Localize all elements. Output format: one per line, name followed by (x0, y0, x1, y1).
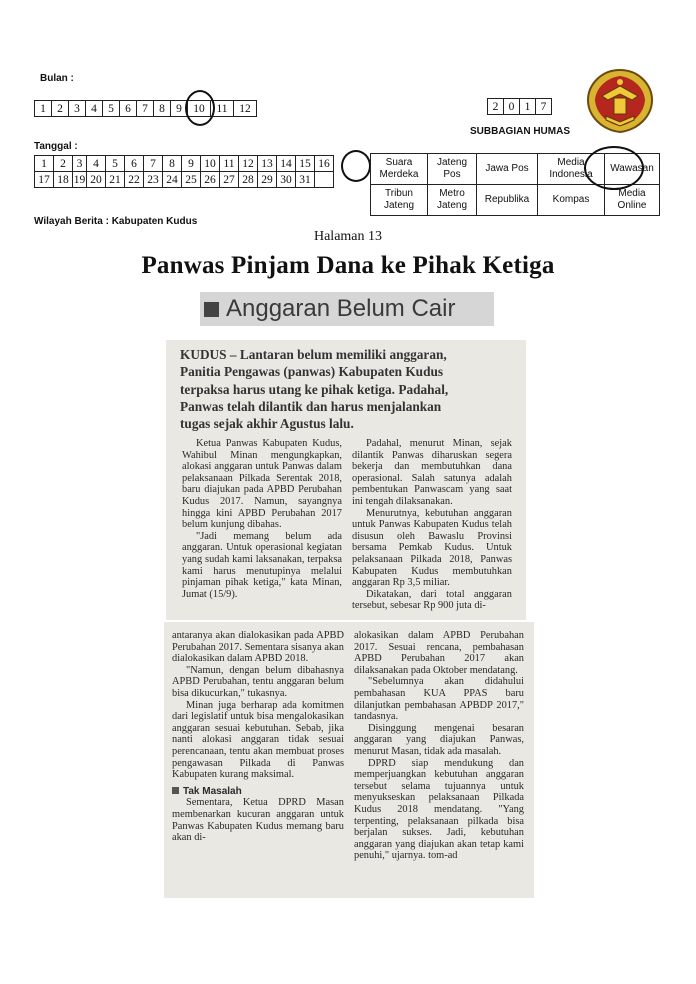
paragraph: Dikatakan, dari total anggaran tersebut, sebesar Rp 900 juta di- (352, 588, 512, 612)
date-cell: 1 (35, 156, 54, 172)
date-cell: 20 (87, 172, 106, 188)
lead-line: Panitia Pengawas (panwas) Kabupaten Kudus (180, 364, 444, 380)
media-cell: Jateng Pos (428, 154, 477, 185)
date-cell: 31 (296, 172, 315, 188)
paragraph: "Sebelumnya akan didahului pembahasan KUA PPAS baru dilanjutkan pembahasan APBDP 2017," tandasnya. (354, 676, 524, 723)
page-number: Halaman 13 (313, 229, 383, 244)
date-cell: 26 (201, 172, 220, 188)
month-cell: 6 (120, 101, 137, 117)
subheading (172, 786, 344, 798)
month-cell: 8 (154, 101, 171, 117)
date-cell: 22 (125, 172, 144, 188)
media-cell: Metro Jateng (428, 185, 477, 216)
date-cell: 10 (201, 156, 220, 172)
year-digit-cell: 1 (520, 99, 536, 115)
month-cell: 2 (52, 101, 69, 117)
date-cell: 27 (220, 172, 239, 188)
year-table (487, 98, 552, 115)
paragraph: Padahal, menurut Minan, sejak dilantik Panwas diharuskan segera bekerja dan membutuhkan dana operasional. Salah satunya adalah pembentukan Panwascam yang saat ini tengah dilaksanakan. (352, 438, 512, 507)
paragraph: Minan juga berharap ada komitmen dari legislatif untuk bisa mengalokasikan anggaran sesuai kebutuhan. Sebab, jika nanti alokasi anggaran tidak sesuai perencanaan, tentu akan membuat proses pengawasan Pilkada di Panwas Kabupaten kurang maksimal. (172, 699, 344, 781)
month-cell: 5 (103, 101, 120, 117)
tanggal-label: Tanggal : (34, 141, 78, 152)
paragraph: Sementara, Ketua DPRD Masan membenarkan kucuran anggaran untuk Panwas Kabupaten Kudus memang baru akan di- (172, 797, 344, 844)
media-cell: Tribun Jateng (371, 185, 428, 216)
media-cell: Wawasan (605, 154, 660, 185)
media-cell: Jawa Pos (477, 154, 538, 185)
date-cell: 5 (106, 156, 125, 172)
banner-square-icon (204, 302, 219, 317)
column-top-right (352, 438, 512, 612)
media-cell: Republika (477, 185, 538, 216)
date-cell: 19 (73, 173, 86, 186)
month-cell: 10 (188, 101, 211, 117)
paragraph: antaranya akan dialokasikan pada APBD Perubahan 2017. Sementara sisanya akan dialokasikan dalam APBD 2018. (172, 630, 344, 665)
date-cell: 17 (35, 172, 54, 188)
month-cell: 7 (137, 101, 154, 117)
bulan-label: Bulan : (40, 73, 74, 84)
paragraph: "Namun, dengan belum dibahasnya APBD Perubahan, tentu anggaran belum bisa dikucurkan," tukasnya. (172, 664, 344, 699)
clipping-bottom (164, 622, 534, 898)
month-cell: 12 (234, 101, 257, 117)
clipping-top (166, 340, 526, 620)
lead-line: KUDUS – Lantaran belum memiliki anggaran, (180, 347, 447, 362)
month-cell: 3 (69, 101, 86, 117)
date-cell: 16 (315, 156, 334, 172)
subheading-square-icon (172, 787, 179, 794)
date-table (34, 155, 334, 188)
media-cell: Media Online (605, 185, 660, 216)
month-cell: 11 (211, 101, 234, 117)
media-cell: Suara Merdeka (371, 154, 428, 185)
date-cell: 4 (87, 156, 106, 172)
date-cell: 12 (239, 156, 258, 172)
paragraph: Disinggung mengenai besaran anggaran yang diajukan Panwas, menurut Masan, tidak ada masalah. (354, 722, 524, 757)
date-cell: 15 (296, 156, 315, 172)
month-cell: 9 (171, 101, 188, 117)
subheading-text: Tak Masalah (183, 785, 242, 797)
paragraph: alokasikan dalam APBD Perubahan 2017. Sesuai rencana, pembahasan APBD Perubahan 2017 akan dilaksanakan pada Oktober mendatang. (354, 630, 524, 676)
selected-month-circle (185, 90, 215, 126)
date-cell: 28 (239, 172, 258, 188)
section-banner (200, 292, 494, 326)
date-cell: 18 (54, 172, 73, 188)
date-cell: 13 (258, 156, 277, 172)
date-cell: 9 (182, 156, 201, 172)
selected-date-circle (341, 150, 371, 182)
paragraph: "Jadi memang belum ada anggaran. Untuk operasional kegiatan yang sudah kami laksanakan, terpaksa kami harus menutupinya melalui pinjaman pihak ketiga," kata Minan, Jumat (15/9). (182, 530, 342, 600)
date-cell: 6 (125, 156, 144, 172)
media-cell: Media Indonesia (538, 154, 605, 185)
month-cell: 4 (86, 101, 103, 117)
lead-line: Panwas telah dilantik dan harus menjalankan (180, 398, 442, 414)
paragraph: Menurutnya, kebutuhan anggaran untuk Panwas Kabupaten Kudus telah disusun oleh Bawaslu Provinsi bersama Pemkab Kudus. Untuk pelaksanaan Pilkada 2018, Panwas Kabupaten Kudus membutuhkan anggaran Rp 3,5 miliar. (352, 507, 512, 589)
date-cell: 11 (220, 156, 239, 172)
year-digit-cell: 2 (488, 99, 504, 115)
date-cell: 30 (277, 172, 296, 188)
paragraph: DPRD siap mendukung dan memperjuangkan kebutuhan anggaran tersebut selama tujuannya untuk menyukseskan pelaksanaan Pilkada Kudus 2018 mendatang. "Yang terpenting, pelaksanaan pilkada bisa berjalan sukses. Jadi, kebutuhan anggaran yang diajukan akan tetap kami penuhi," ujarnya. tom-ad (354, 757, 524, 862)
date-cell: 24 (163, 172, 182, 188)
column-bottom-right (354, 630, 524, 862)
date-cell: 7 (144, 156, 163, 172)
date-cell: 29 (258, 172, 277, 188)
selected-media-circle (584, 146, 644, 190)
media-cell: Kompas (538, 185, 605, 216)
paragraph: Ketua Panwas Kabupaten Kudus, Wahibul Minan mengungkapkan, alokasi anggaran untuk Panwas dalam pelaksanaan Pilkada Serentak 2018, baru diajukan pada APBD Perubahan Kudus 2017. Namun, sayangnya hingga kini APBD Perubahan 2017 belum kunjung dibahas. (182, 438, 342, 531)
office-name: SUBBAGIAN HUMAS (470, 126, 570, 137)
date-cell: 2 (54, 156, 73, 172)
kudus-emblem-icon (582, 66, 658, 136)
headline: Panwas Pinjam Dana ke Pihak Ketiga (141, 252, 555, 279)
year-digit-cell: 0 (504, 99, 520, 115)
lead-line: tugas sejak akhir Agustus lalu. (180, 416, 354, 432)
lead-line: terpaksa harus utang ke pihak ketiga. Padahal, (180, 381, 449, 397)
banner-text: Anggaran Belum Cair (226, 295, 456, 322)
date-cell: 25 (182, 172, 201, 188)
date-cell: 14 (277, 156, 296, 172)
column-bottom-left (172, 630, 344, 844)
year-digit-cell: 7 (536, 99, 552, 115)
date-cell: 8 (163, 156, 182, 172)
date-cell: 21 (106, 172, 125, 188)
month-cell: 1 (35, 101, 52, 117)
date-cell: 3 (73, 156, 87, 172)
column-top-left (182, 438, 342, 600)
wilayah-berita: Wilayah Berita : Kabupaten Kudus (34, 216, 198, 227)
month-table (34, 100, 257, 117)
date-cell: 23 (144, 172, 163, 188)
article-lead (180, 346, 516, 432)
date-cell (315, 172, 334, 188)
